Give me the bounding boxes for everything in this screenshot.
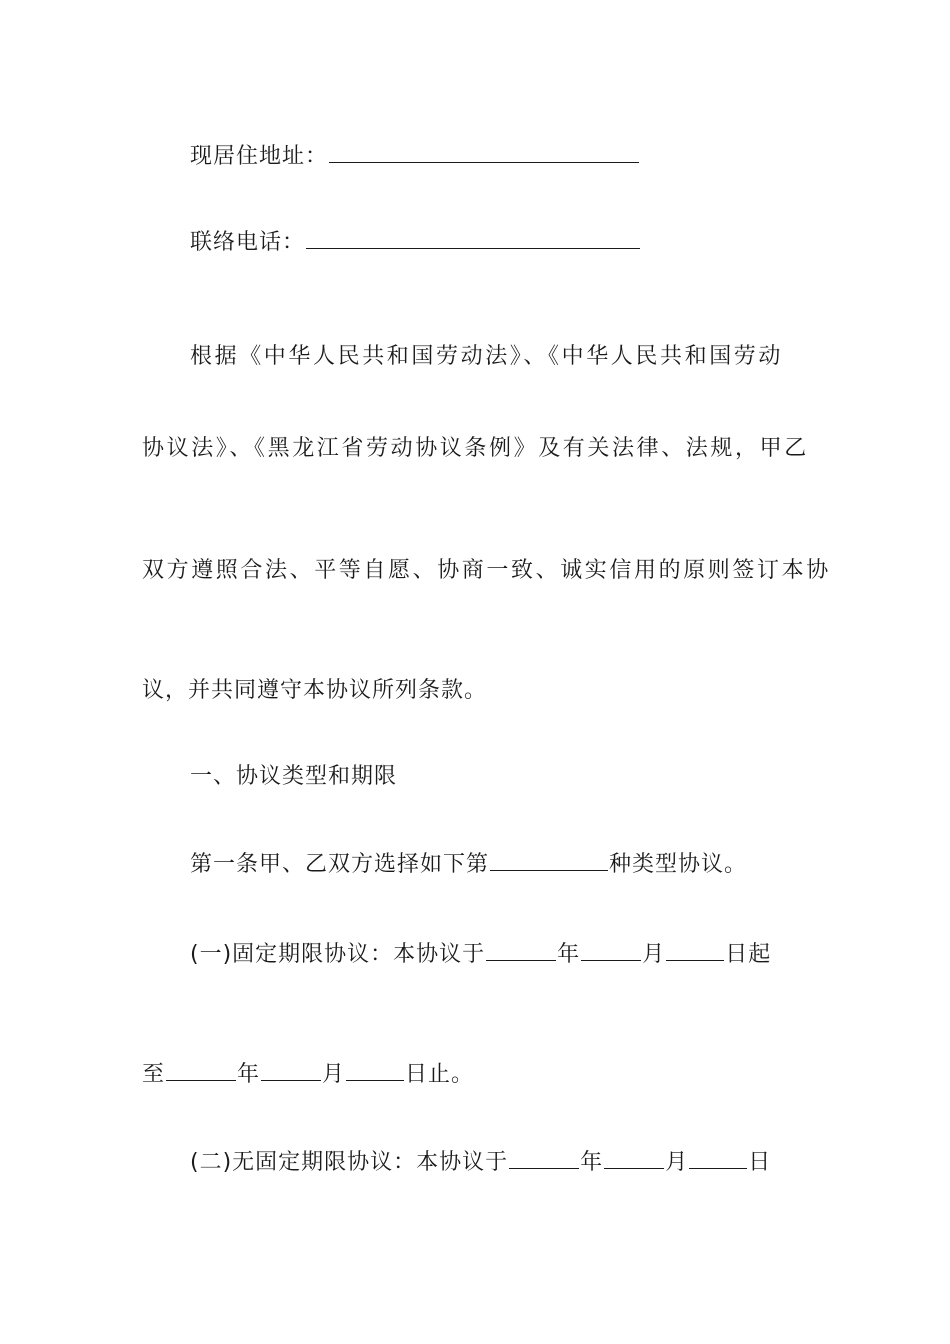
article-1-text-before: 第一条甲、乙双方选择如下第 (190, 852, 490, 877)
intro-line-4: 议，并共同遵守本协议所列条款。 (142, 678, 488, 703)
address-label: 现居住地址： (190, 144, 329, 169)
fixed-term-month-label: 月 (642, 942, 666, 967)
fixed-term-to-label: 至 (142, 1062, 166, 1087)
open-term-line (190, 1146, 808, 1178)
address-blank (329, 140, 639, 163)
fixed-term-end-year-label: 年 (237, 1062, 261, 1087)
article-1-text-after: 种类型协议。 (609, 852, 748, 877)
start-day-blank (666, 938, 724, 961)
open-start-month-blank (604, 1146, 664, 1169)
end-day-blank (346, 1058, 404, 1081)
open-term-month-label: 月 (665, 1150, 689, 1175)
fixed-term-line-1 (190, 938, 808, 970)
contract-type-blank (490, 848, 608, 871)
intro-line-1: 根据《中华人民共和国劳动法》、《中华人民共和国劳动 (190, 344, 784, 369)
intro-line-3: 双方遵照合法、平等自愿、协商一致、诚实信用的原则签订本协 (142, 558, 831, 583)
fixed-term-day-end-label: 日止。 (405, 1062, 475, 1087)
start-year-blank (486, 938, 556, 961)
open-term-year-label: 年 (580, 1150, 604, 1175)
phone-blank (306, 226, 640, 249)
phone-label: 联络电话： (190, 230, 306, 255)
phone-row (190, 226, 808, 258)
fixed-term-prefix: (一)固定期限协议：本协议于 (190, 942, 486, 967)
fixed-term-line-2 (142, 1058, 808, 1090)
article-1 (190, 848, 808, 880)
open-start-year-blank (509, 1146, 579, 1169)
fixed-term-year-label: 年 (557, 942, 581, 967)
fixed-term-day-start-label: 日起 (725, 942, 772, 967)
open-start-day-blank (689, 1146, 747, 1169)
open-term-day-label: 日 (748, 1150, 772, 1175)
address-row (190, 140, 808, 172)
open-term-prefix: (二)无固定期限协议：本协议于 (190, 1150, 509, 1175)
end-month-blank (261, 1058, 321, 1081)
start-month-blank (581, 938, 641, 961)
fixed-term-end-month-label: 月 (322, 1062, 346, 1087)
intro-line-2: 协议法》、《黑龙江省劳动协议条例》及有关法律、法规，甲乙 (142, 436, 809, 461)
end-year-blank (166, 1058, 236, 1081)
section-heading: 一、协议类型和期限 (190, 764, 398, 789)
